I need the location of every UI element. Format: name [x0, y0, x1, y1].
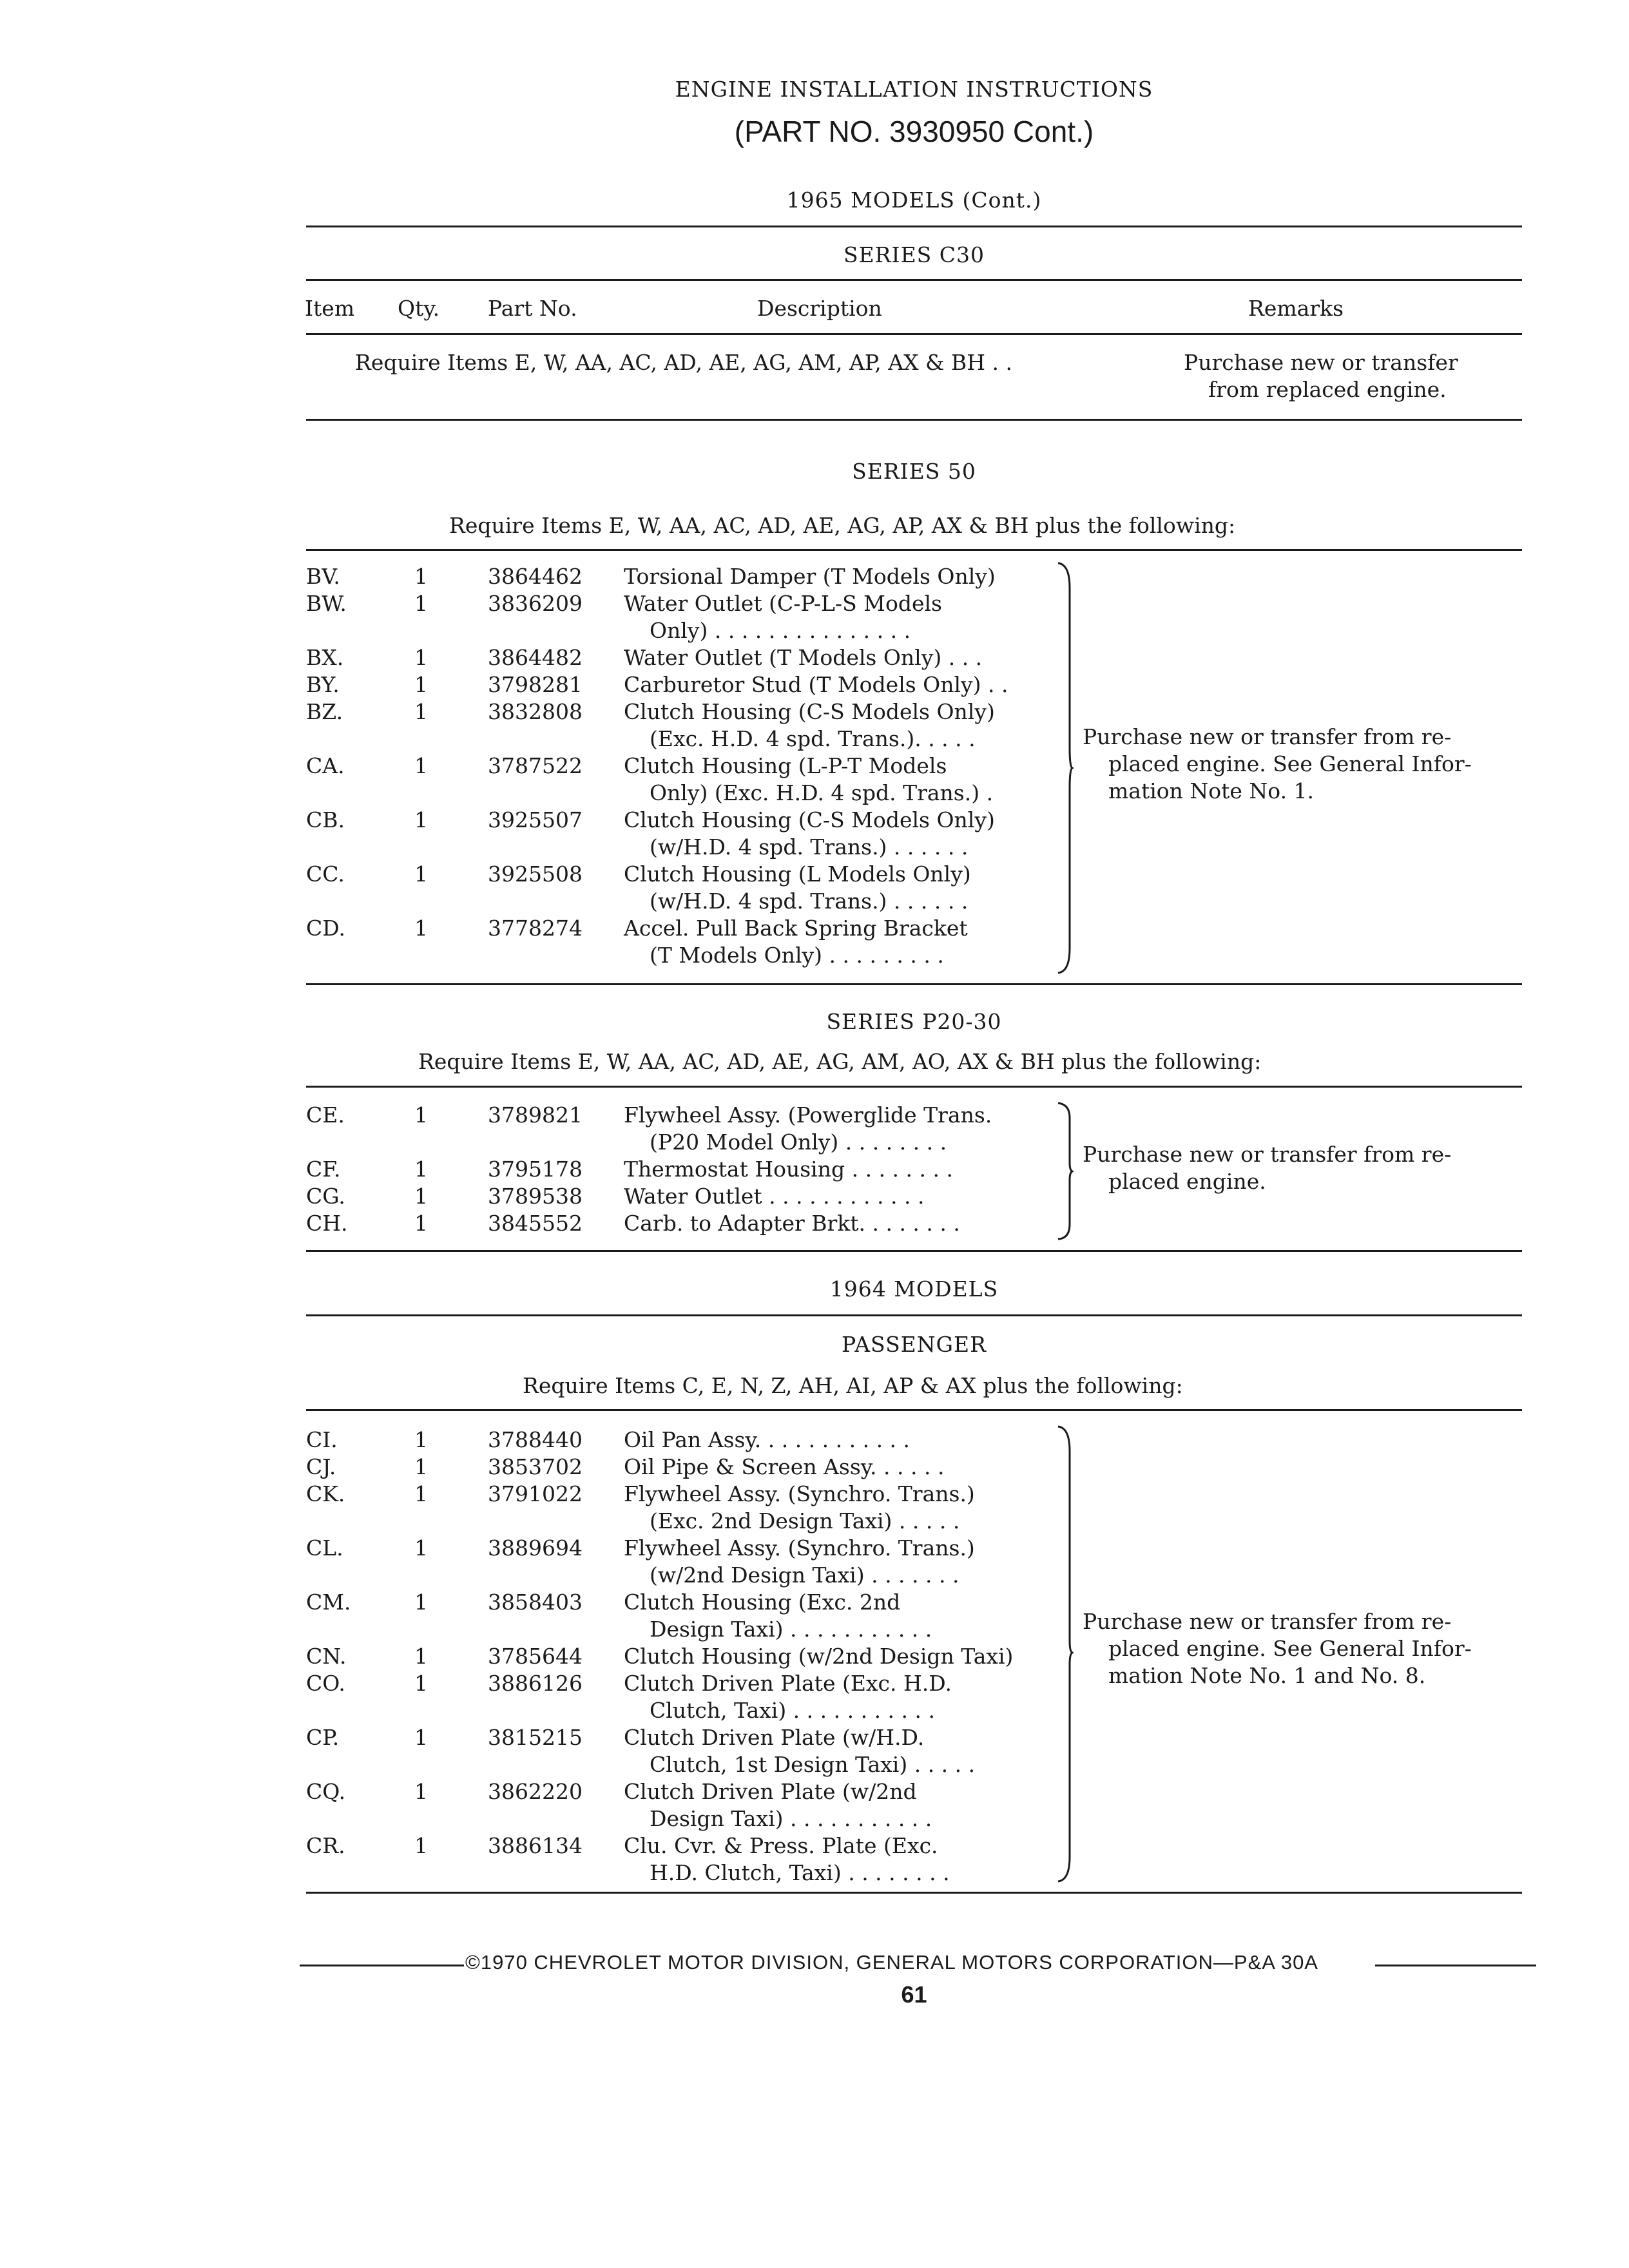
remark-line: mation Note No. 1. [1108, 778, 1315, 803]
remark-line: Purchase new or transfer from re- [1083, 724, 1452, 749]
part-description [624, 915, 1052, 969]
part-description [624, 1832, 1052, 1887]
description-line: (Exc. H.D. 4 spd. Trans.). . . . . [650, 726, 976, 751]
passenger-remarks [1083, 1608, 1472, 1689]
description-line: Flywheel Assy. (Powerglide Trans. [624, 1102, 992, 1128]
part-number: 3795178 [488, 1157, 583, 1182]
part-description [624, 1535, 1052, 1589]
description-line: Design Taxi) . . . . . . . . . . . [650, 1617, 932, 1642]
part-quantity: 1 [414, 1184, 428, 1209]
column-header-qty: Qty. [398, 296, 440, 321]
part-item-code: CJ. [306, 1454, 336, 1479]
description-line: Clutch, 1st Design Taxi) . . . . . [650, 1752, 976, 1777]
part-number: 3886126 [488, 1671, 583, 1696]
divider [306, 1409, 1522, 1411]
part-quantity: 1 [414, 1725, 428, 1750]
part-description [624, 1670, 1052, 1724]
part-description [624, 1102, 1052, 1156]
footer-rule-left [300, 1965, 464, 1966]
part-description [624, 644, 1052, 671]
part-item-code: CP. [306, 1725, 340, 1750]
part-item-code: BX. [306, 645, 344, 670]
series-c30-remark-line: Purchase new or transfer [1184, 350, 1458, 375]
description-line: (w/2nd Design Taxi) . . . . . . . [650, 1562, 959, 1588]
part-quantity: 1 [414, 1102, 428, 1128]
part-item-code: CN. [306, 1644, 347, 1669]
column-header-item: Item [305, 296, 355, 321]
part-item-code: BW. [306, 591, 347, 616]
document-title: ENGINE INSTALLATION INSTRUCTIONS [675, 77, 1153, 102]
remark-line: Purchase new or transfer from re- [1083, 1609, 1452, 1634]
page-number: 61 [901, 1981, 927, 2008]
description-line: Thermostat Housing . . . . . . . . [624, 1157, 953, 1182]
part-item-code: BZ. [306, 699, 343, 724]
description-line: Only) . . . . . . . . . . . . . . . [650, 618, 911, 643]
description-line: Flywheel Assy. (Synchro. Trans.) [624, 1481, 975, 1506]
description-line: Clutch Housing (Exc. 2nd [624, 1590, 901, 1615]
series-c30-require-text: Require Items E, W, AA, AC, AD, AE, AG, AM, AP, AX & BH . . [355, 350, 1012, 375]
section-heading-1965: 1965 MODELS (Cont.) [786, 187, 1042, 213]
part-description [624, 1454, 1052, 1481]
description-line: (w/H.D. 4 spd. Trans.) . . . . . . [650, 889, 969, 914]
right-brace-icon [1057, 1425, 1074, 1883]
description-line: Carb. to Adapter Brkt. . . . . . . . [624, 1211, 960, 1236]
part-number: 3789538 [488, 1184, 583, 1209]
description-line: Clutch Driven Plate (w/H.D. [624, 1725, 925, 1750]
part-item-code: CF. [306, 1157, 341, 1182]
remark-line: placed engine. See General Infor- [1108, 1636, 1472, 1661]
remark-line: mation Note No. 1 and No. 8. [1108, 1663, 1426, 1688]
part-description [624, 1724, 1052, 1778]
part-number: 3778274 [488, 916, 583, 941]
part-number: 3864462 [488, 564, 583, 589]
divider [306, 1314, 1522, 1316]
passenger-require-text: Require Items C, E, N, Z, AH, AI, AP & AX plus the following: [523, 1373, 1183, 1398]
divider [306, 333, 1522, 335]
description-line: Clutch Housing (L Models Only) [624, 861, 971, 887]
remark-line: Purchase new or transfer from re- [1083, 1142, 1452, 1167]
part-quantity: 1 [414, 1481, 428, 1506]
description-line: Accel. Pull Back Spring Bracket [624, 916, 968, 941]
footer-copyright: ©1970 CHEVROLET MOTOR DIVISION, GENERAL MOTORS CORPORATION—P&A 30A [465, 1951, 1318, 1974]
part-number: 3862220 [488, 1779, 583, 1804]
part-item-code: CK. [306, 1481, 345, 1506]
series-p20-30-heading: SERIES P20-30 [826, 1009, 1002, 1034]
part-quantity: 1 [414, 1671, 428, 1696]
part-number: 3787522 [488, 753, 583, 778]
description-line: Oil Pan Assy. . . . . . . . . . . . [624, 1427, 911, 1452]
part-item-code: CI. [306, 1427, 338, 1452]
divider [306, 1086, 1522, 1088]
description-line: Only) (Exc. H.D. 4 spd. Trans.) . [650, 780, 994, 805]
series-c30-remark-line: from replaced engine. [1208, 377, 1447, 402]
divider [306, 1892, 1522, 1894]
part-quantity: 1 [414, 861, 428, 887]
part-item-code: BY. [306, 672, 340, 697]
document-subtitle: (PART NO. 3930950 Cont.) [734, 115, 1094, 148]
part-description [624, 1481, 1052, 1535]
part-quantity: 1 [414, 672, 428, 697]
part-item-code: CQ. [306, 1779, 346, 1804]
part-description [624, 1643, 1052, 1670]
part-number: 3789821 [488, 1102, 583, 1128]
part-description [624, 590, 1052, 644]
description-line: Clutch Housing (C-S Models Only) [624, 699, 995, 724]
description-line: (T Models Only) . . . . . . . . . [650, 943, 944, 968]
part-quantity: 1 [414, 564, 428, 589]
divider [306, 549, 1522, 551]
description-line: Water Outlet (T Models Only) . . . [624, 645, 983, 670]
part-description [624, 671, 1052, 698]
part-description [624, 861, 1052, 915]
part-quantity: 1 [414, 1779, 428, 1804]
part-number: 3889694 [488, 1535, 583, 1561]
part-quantity: 1 [414, 1454, 428, 1479]
divider [306, 226, 1522, 227]
description-line: Water Outlet (C-P-L-S Models [624, 591, 942, 616]
description-line: Torsional Damper (T Models Only) [624, 564, 996, 589]
description-line: (Exc. 2nd Design Taxi) . . . . . [650, 1508, 960, 1533]
part-description [624, 698, 1052, 753]
series-50-heading: SERIES 50 [852, 459, 976, 484]
description-line: Clutch Housing (C-S Models Only) [624, 807, 995, 832]
divider [306, 1250, 1522, 1252]
part-number: 3845552 [488, 1211, 583, 1236]
column-header-remarks: Remarks [1248, 296, 1344, 321]
part-description [624, 1427, 1052, 1454]
description-line: Design Taxi) . . . . . . . . . . . [650, 1806, 932, 1831]
part-description [624, 807, 1052, 861]
series-50-remarks [1083, 724, 1472, 805]
part-quantity: 1 [414, 807, 428, 832]
description-line: (w/H.D. 4 spd. Trans.) . . . . . . [650, 834, 969, 860]
passenger-heading: PASSENGER [842, 1332, 987, 1357]
description-line: Clu. Cvr. & Press. Plate (Exc. [624, 1833, 938, 1858]
part-description [624, 1589, 1052, 1643]
part-quantity: 1 [414, 916, 428, 941]
divider [306, 279, 1522, 281]
description-line: Clutch Housing (L-P-T Models [624, 753, 947, 778]
description-line: (P20 Model Only) . . . . . . . . [650, 1129, 947, 1155]
remark-line: placed engine. See General Infor- [1108, 751, 1472, 776]
part-quantity: 1 [414, 1590, 428, 1615]
remark-line: placed engine. [1108, 1169, 1266, 1194]
part-quantity: 1 [414, 753, 428, 778]
part-number: 3886134 [488, 1833, 583, 1858]
part-number: 3815215 [488, 1725, 583, 1750]
column-header-description: Description [757, 296, 882, 321]
description-line: Clutch Driven Plate (Exc. H.D. [624, 1671, 952, 1696]
description-line: Carburetor Stud (T Models Only) . . [624, 672, 1008, 697]
section-heading-1964: 1964 MODELS [829, 1276, 999, 1302]
description-line: Clutch, Taxi) . . . . . . . . . . . [650, 1698, 935, 1723]
series-c30-heading: SERIES C30 [843, 242, 985, 267]
part-quantity: 1 [414, 1644, 428, 1669]
part-number: 3925508 [488, 861, 583, 887]
description-line: Water Outlet . . . . . . . . . . . . [624, 1184, 925, 1209]
part-number: 3832808 [488, 699, 583, 724]
part-description [624, 1156, 1052, 1183]
part-quantity: 1 [414, 645, 428, 670]
description-line: Clutch Driven Plate (w/2nd [624, 1779, 917, 1804]
series-p20-30-remarks [1083, 1141, 1451, 1195]
part-item-code: CR. [306, 1833, 345, 1858]
part-item-code: CL. [306, 1535, 343, 1561]
part-description [624, 753, 1052, 807]
part-item-code: CE. [306, 1102, 345, 1128]
footer-rule-right [1375, 1965, 1536, 1966]
part-quantity: 1 [414, 591, 428, 616]
part-description [624, 1778, 1052, 1832]
part-description [624, 563, 1052, 590]
part-quantity: 1 [414, 1211, 428, 1236]
description-line: Clutch Housing (w/2nd Design Taxi) [624, 1644, 1014, 1669]
series-p20-30-require-text: Require Items E, W, AA, AC, AD, AE, AG, AM, AO, AX & BH plus the following: [418, 1049, 1262, 1074]
part-number: 3798281 [488, 672, 583, 697]
series-50-require-text: Require Items E, W, AA, AC, AD, AE, AG, AP, AX & BH plus the following: [449, 513, 1236, 538]
part-item-code: CC. [306, 861, 345, 887]
right-brace-icon [1057, 562, 1074, 974]
part-description [624, 1183, 1052, 1210]
part-number: 3925507 [488, 807, 583, 832]
part-number: 3858403 [488, 1590, 583, 1615]
column-header-part-no: Part No. [488, 296, 577, 321]
part-number: 3864482 [488, 645, 583, 670]
part-number: 3785644 [488, 1644, 583, 1669]
part-item-code: CD. [306, 916, 346, 941]
part-item-code: CO. [306, 1671, 345, 1696]
description-line: Flywheel Assy. (Synchro. Trans.) [624, 1535, 975, 1561]
part-item-code: CA. [306, 753, 345, 778]
part-item-code: CG. [306, 1184, 345, 1209]
description-line: Oil Pipe & Screen Assy. . . . . . [624, 1454, 945, 1479]
description-line: H.D. Clutch, Taxi) . . . . . . . . [650, 1860, 950, 1885]
part-number: 3853702 [488, 1454, 583, 1479]
part-number: 3791022 [488, 1481, 583, 1506]
right-brace-icon [1057, 1102, 1074, 1240]
part-item-code: CH. [306, 1211, 348, 1236]
divider [306, 983, 1522, 985]
part-item-code: CM. [306, 1590, 351, 1615]
part-description [624, 1210, 1052, 1237]
part-item-code: CB. [306, 807, 345, 832]
part-quantity: 1 [414, 1833, 428, 1858]
part-quantity: 1 [414, 699, 428, 724]
divider [306, 419, 1522, 421]
part-item-code: BV. [306, 564, 340, 589]
part-number: 3836209 [488, 591, 583, 616]
part-number: 3788440 [488, 1427, 583, 1452]
part-quantity: 1 [414, 1157, 428, 1182]
part-quantity: 1 [414, 1535, 428, 1561]
part-quantity: 1 [414, 1427, 428, 1452]
